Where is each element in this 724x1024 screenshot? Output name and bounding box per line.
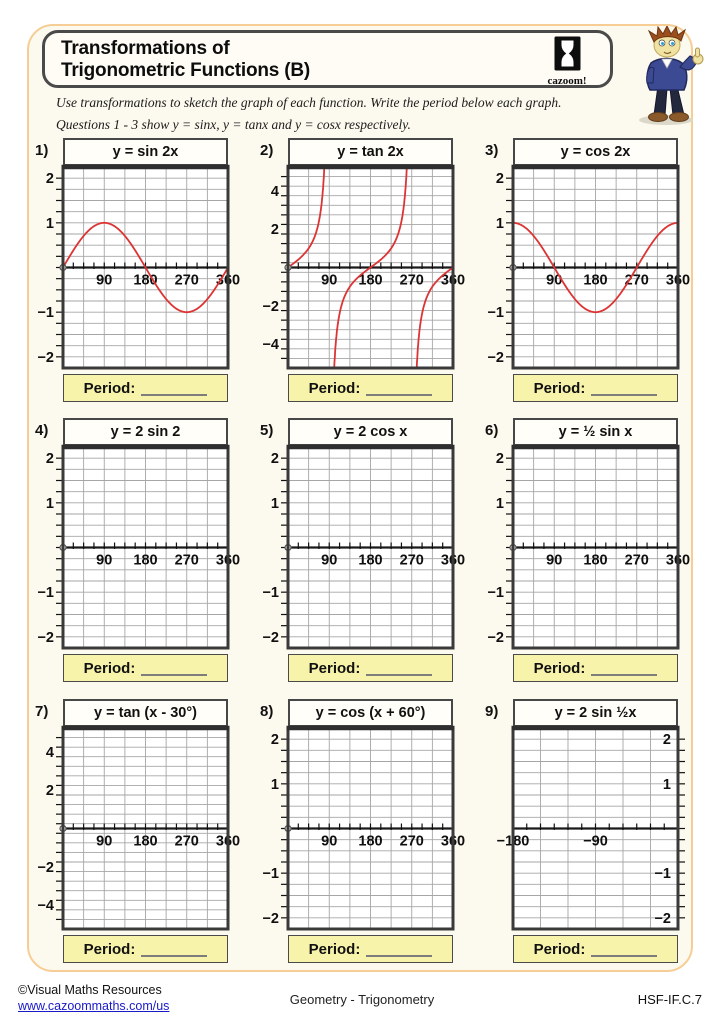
period-answer-blank (141, 661, 207, 676)
instructions-line1: Use transformations to sketch the graph of each function. Write the period below each graph. (56, 95, 562, 110)
svg-text:2: 2 (270, 222, 279, 239)
graph (478, 726, 702, 936)
function-title: y = ½ sin x (513, 418, 678, 446)
svg-text:90: 90 (546, 552, 563, 569)
period-box (63, 935, 228, 963)
svg-text:180: 180 (358, 552, 383, 569)
svg-text:−1: −1 (654, 866, 671, 883)
question-panel-6 (478, 418, 700, 684)
question-number: 5) (260, 422, 274, 439)
period-answer-blank (366, 942, 432, 957)
svg-text:1: 1 (270, 495, 279, 512)
svg-text:360: 360 (440, 833, 466, 850)
question-number: 1) (35, 142, 49, 159)
svg-text:270: 270 (624, 552, 649, 569)
svg-text:−180: −180 (496, 833, 530, 850)
svg-text:270: 270 (174, 833, 199, 850)
instructions-line2: Questions 1 - 3 show y = sinx, y = tanx and y = cosx respectively. (56, 116, 411, 132)
period-box (288, 374, 453, 402)
period-label: Period: (308, 659, 361, 677)
period-label: Period: (533, 379, 586, 397)
period-answer-blank (141, 381, 207, 396)
svg-text:180: 180 (358, 833, 383, 850)
period-answer-blank (141, 942, 207, 957)
svg-text:360: 360 (215, 833, 241, 850)
period-box (288, 654, 453, 682)
svg-text:2: 2 (45, 171, 54, 188)
svg-text:−1: −1 (37, 585, 54, 602)
graph (478, 165, 702, 375)
question-number: 9) (485, 703, 499, 720)
svg-text:−2: −2 (262, 910, 279, 927)
svg-text:270: 270 (174, 552, 199, 569)
period-answer-blank (366, 661, 432, 676)
function-title: y = cos (x + 60°) (288, 699, 453, 727)
svg-text:−2: −2 (487, 349, 504, 366)
graph (28, 445, 252, 655)
svg-text:180: 180 (133, 552, 158, 569)
svg-text:270: 270 (399, 272, 424, 289)
function-title: y = cos 2x (513, 138, 678, 166)
graph (253, 445, 477, 655)
svg-text:90: 90 (96, 552, 113, 569)
header (42, 30, 613, 88)
svg-text:270: 270 (399, 552, 424, 569)
svg-text:2: 2 (662, 732, 671, 749)
function-title: y = 2 sin 2 (63, 418, 228, 446)
question-panel-5 (253, 418, 475, 684)
graph (253, 726, 477, 936)
svg-text:90: 90 (321, 833, 338, 850)
question-panel-8 (253, 699, 475, 965)
period-label: Period: (83, 659, 136, 677)
function-title: y = 2 cos x (288, 418, 453, 446)
mascot-illustration (620, 26, 716, 126)
svg-text:180: 180 (133, 833, 158, 850)
svg-text:360: 360 (215, 272, 241, 289)
svg-text:4: 4 (45, 744, 54, 761)
period-box (63, 654, 228, 682)
footer-topic: Geometry - Trigonometry (289, 992, 435, 1007)
graph (253, 165, 477, 375)
question-panel-7 (28, 699, 250, 965)
svg-text:2: 2 (495, 451, 504, 468)
svg-text:−1: −1 (262, 866, 279, 883)
svg-text:90: 90 (546, 272, 563, 289)
period-label: Period: (308, 940, 361, 958)
svg-text:2: 2 (45, 451, 54, 468)
svg-text:360: 360 (665, 552, 691, 569)
page-title-line2: Trigonometric Functions (B) (61, 60, 310, 82)
page-title-line1: Transformations of (61, 38, 230, 59)
svg-text:270: 270 (174, 272, 199, 289)
svg-text:360: 360 (440, 552, 466, 569)
question-number: 8) (260, 703, 274, 720)
graph (478, 445, 702, 655)
question-panel-4 (28, 418, 250, 684)
period-answer-blank (591, 942, 657, 957)
svg-text:2: 2 (270, 732, 279, 749)
svg-text:1: 1 (45, 495, 54, 512)
function-title: y = sin 2x (63, 138, 228, 166)
period-label: Period: (83, 940, 136, 958)
svg-text:−2: −2 (37, 629, 54, 646)
svg-text:90: 90 (321, 272, 338, 289)
period-label: Period: (533, 940, 586, 958)
svg-text:1: 1 (495, 495, 504, 512)
period-box (288, 935, 453, 963)
question-panel-3 (478, 138, 700, 404)
question-number: 2) (260, 142, 274, 159)
graph (28, 165, 252, 375)
svg-text:2: 2 (45, 783, 54, 800)
logo-wordmark: cazoom! (547, 75, 587, 87)
svg-text:2: 2 (495, 171, 504, 188)
svg-text:90: 90 (96, 833, 113, 850)
question-number: 3) (485, 142, 499, 159)
svg-text:−2: −2 (262, 629, 279, 646)
svg-text:−1: −1 (37, 305, 54, 322)
cazoom-logo (540, 36, 594, 87)
period-box (513, 935, 678, 963)
period-box (63, 374, 228, 402)
svg-text:180: 180 (583, 552, 608, 569)
svg-text:90: 90 (96, 272, 113, 289)
svg-text:1: 1 (45, 215, 54, 232)
question-number: 4) (35, 422, 49, 439)
svg-text:−2: −2 (37, 859, 54, 876)
period-answer-blank (591, 661, 657, 676)
svg-text:360: 360 (215, 552, 241, 569)
period-label: Period: (83, 379, 136, 397)
svg-text:4: 4 (270, 183, 279, 200)
period-box (513, 654, 678, 682)
svg-text:−4: −4 (262, 337, 279, 354)
question-number: 6) (485, 422, 499, 439)
period-label: Period: (533, 659, 586, 677)
page-title (61, 38, 310, 83)
period-answer-blank (366, 381, 432, 396)
svg-text:180: 180 (358, 272, 383, 289)
period-answer-blank (591, 381, 657, 396)
svg-text:−4: −4 (37, 898, 54, 915)
svg-text:−1: −1 (487, 585, 504, 602)
svg-text:360: 360 (665, 272, 691, 289)
svg-text:−2: −2 (37, 349, 54, 366)
graph (28, 726, 252, 936)
copyright-text: ©Visual Maths Resources (18, 983, 162, 997)
svg-text:1: 1 (662, 776, 671, 793)
website-link[interactable]: www.cazoommaths.com/us (18, 999, 170, 1014)
svg-text:180: 180 (133, 272, 158, 289)
svg-text:−1: −1 (262, 585, 279, 602)
svg-text:180: 180 (583, 272, 608, 289)
footer-standard-code: HSF-IF.C.7 (637, 992, 702, 1007)
svg-text:360: 360 (440, 272, 466, 289)
question-panel-1 (28, 138, 250, 404)
question-panel-2 (253, 138, 475, 404)
hourglass-icon (554, 36, 581, 71)
question-number: 7) (35, 703, 49, 720)
function-title: y = tan 2x (288, 138, 453, 166)
function-title: y = 2 sin ½x (513, 699, 678, 727)
period-box (513, 374, 678, 402)
period-label: Period: (308, 379, 361, 397)
function-title: y = tan (x - 30°) (63, 699, 228, 727)
question-panel-9 (478, 699, 700, 965)
instructions (56, 92, 621, 135)
svg-text:270: 270 (399, 833, 424, 850)
svg-text:−2: −2 (262, 298, 279, 315)
svg-text:270: 270 (624, 272, 649, 289)
svg-text:−2: −2 (654, 910, 671, 927)
svg-text:2: 2 (270, 451, 279, 468)
svg-text:−1: −1 (487, 305, 504, 322)
svg-text:1: 1 (495, 215, 504, 232)
svg-text:−90: −90 (583, 833, 608, 850)
svg-text:90: 90 (321, 552, 338, 569)
svg-text:1: 1 (270, 776, 279, 793)
svg-text:−2: −2 (487, 629, 504, 646)
